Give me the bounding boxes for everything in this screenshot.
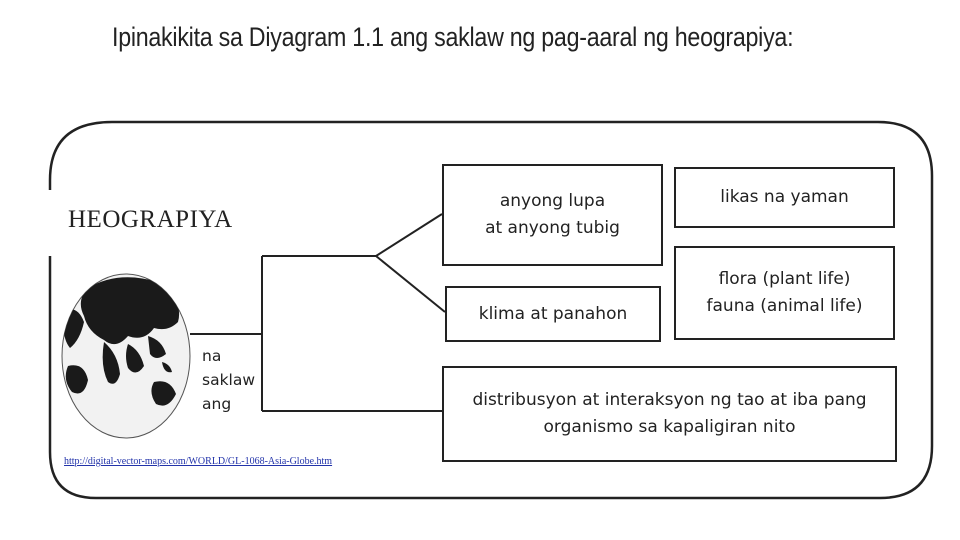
box-landforms <box>442 164 663 266</box>
connector-word: na <box>202 347 222 365</box>
box-text: flora (plant life) <box>718 269 851 289</box>
box-text: at anyong tubig <box>485 218 620 238</box>
root-title: HEOGRAPIYA <box>68 206 233 233</box>
box-text: distribusyon at interaksyon ng tao at iba pang <box>472 390 867 410</box>
connector-word: ang <box>202 395 232 413</box>
connector-word: saklaw <box>202 371 256 389</box>
box-text: klima at panahon <box>478 303 628 324</box>
source-link[interactable]: http://digital-vector-maps.com/WORLD/GL-1068-Asia-Globe.htm <box>64 456 333 467</box>
page-heading: Ipinakikita sa Diyagram 1.1 ang saklaw ng pag-aaral ng heograpiya: <box>112 22 794 52</box>
box-flora-fauna <box>674 246 895 340</box>
box-text: fauna (animal life) <box>706 296 863 316</box>
box-text: likas na yaman <box>720 187 849 207</box>
globe-icon <box>58 270 194 442</box>
box-text: organismo sa kapaligiran nito <box>543 417 796 437</box>
box-climate <box>445 286 661 342</box>
box-resources <box>674 167 895 228</box>
box-text: anyong lupa <box>499 191 606 211</box>
box-distribution <box>442 366 897 462</box>
connector-label <box>202 344 255 416</box>
